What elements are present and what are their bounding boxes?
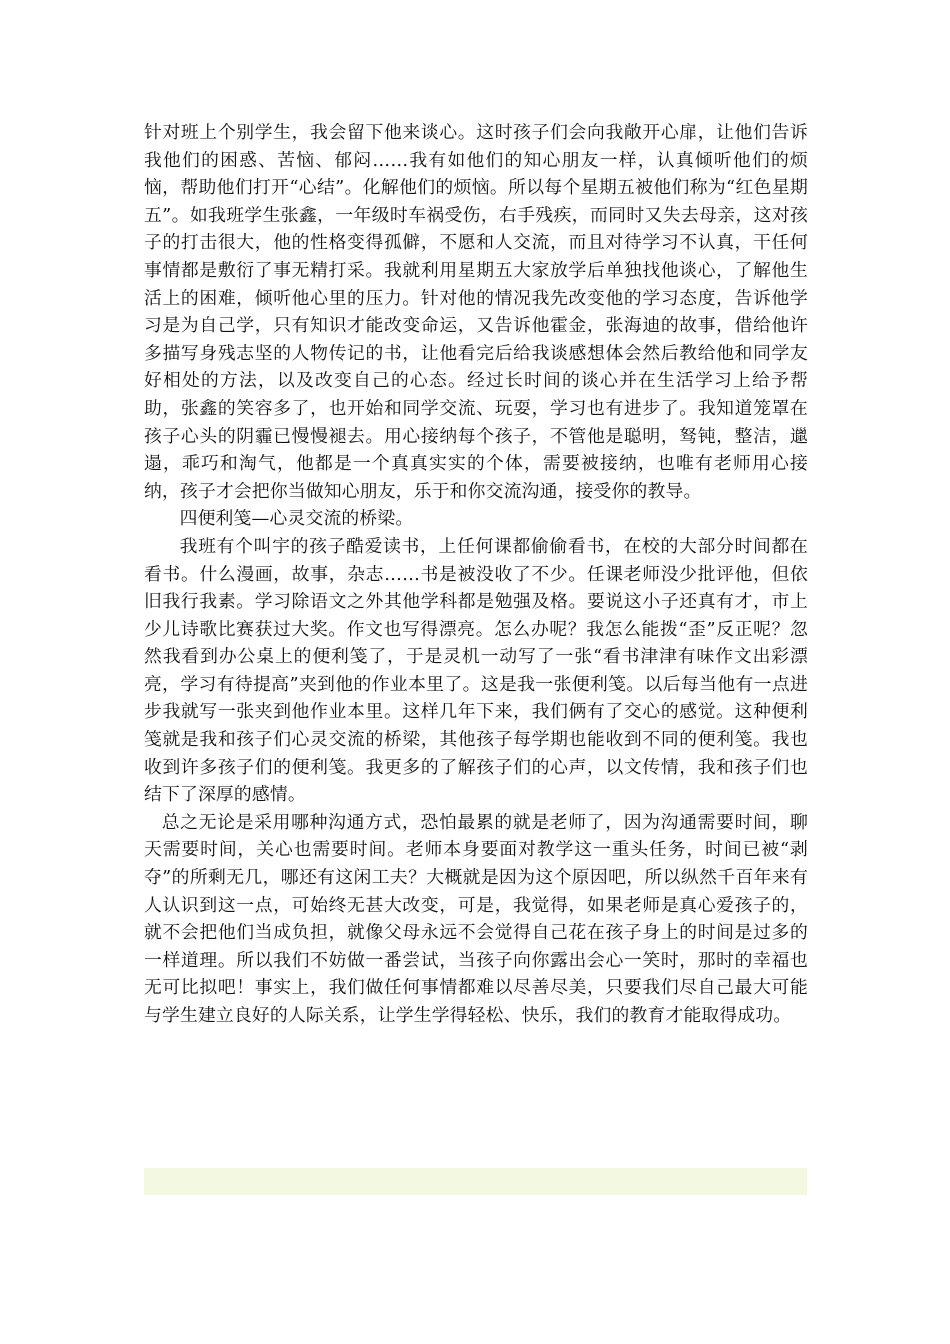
document-body [144, 119, 808, 1030]
paragraph-sticky-note-story: 我班有个叫宇的孩子酷爱读书，上任何课都偷偷看书，在校的大部分时间都在看书。什么漫画，故事，杂志……书是被没收了不少。任课老师没少批评他，但依旧我行我素。学习除语文之外其他学科都是勉强及格。要说这小子还真有才，市上少儿诗歌比赛获过大奖。作文也写得漂亮。怎么办呢？我怎么能拨“歪”反正呢？忽然我看到办公桌上的便利笺了，于是灵机一动写了一张“看书津津有味作文出彩漂亮，学习有待提高”夹到他的作业本里了。这是我一张便利笺。以后每当他有一点进步我就写一张夹到他作业本里。这样几年下来，我们俩有了交心的感觉。这种便利笺就是我和孩子们心灵交流的桥梁，其他孩子每学期也能收到不同的便利笺。我也收到许多孩子们的便利笺。我更多的了解孩子们的心声，以文传情，我和孩子们也结下了深厚的感情。 [144, 535, 808, 806]
paragraph-conclusion: 总之无论是采用哪种沟通方式，恐怕最累的就是老师了，因为沟通需要时间，聊 天需要时间，关心也需要时间。老师本身要面对教学这一重头任务，时间已被“剥夺”的所剩无几，哪还有这闲工夫？大概就是因为这个原因吧，所以纵然千百年来有人认识到这一点，可始终无甚大改变，可是，我觉得，如果老师是真心爱孩子的，就不会把他们当成负担，就像父母永远不会觉得自己花在孩子身上的时间是过多的一样道理。所以我们不妨做一番尝试，当孩子向你露出会心一笑时，那时的幸福也无可比拟吧！事实上，我们做任何事情都难以尽善尽美，只要我们尽自己最大可能与学生建立良好的人际关系，让学生学得轻松、快乐，我们的教育才能取得成功。 [144, 811, 808, 1026]
paragraph-student-talk: 针对班上个别学生，我会留下他来谈心。这时孩子们会向我敞开心扉，让他们告诉我他们的困惑、苦恼、郁闷……我有如他们的知心朋友一样，认真倾听他们的烦恼，帮助他们打开“心结”。化解他们的烦恼。所以每个星期五被他们称为“红色星期五”。如我班学生张鑫，一年级时车祸受伤，右手残疾，而同时又失去母亲，这对孩子的打击很大，他的性格变得孤僻，不愿和人交流，而且对待学习不认真，干任何事情都是敷衍了事无精打采。我就利用星期五大家放学后单独找他谈心，了解他生活上的困难，倾听他心里的压力。针对他的情况我先改变他的学习态度，告诉他学习是为自己学，只有知识才能改变命运，又告诉他霍金，张海迪的故事，借给他许多描写身残志坚的人物传记的书，让他看完后给我谈感想体会然后教给他和同学友好相处的方法，以及改变自己的心态。经过长时间的谈心并在生活学习上给予帮助，张鑫的笑容多了，也开始和同学交流、玩耍，学习也有进步了。我知道笼罩在孩子心头的阴霾已慢慢褪去。用心接纳每个孩子，不管他是聪明，驽钝，整洁，邋遢，乖巧和淘气，他都是一个真真实实的个体，需要被接纳，也唯有老师用心接纳，孩子才会把你当做知心朋友，乐于和你交流沟通，接受你的教导。 [144, 122, 808, 502]
footer-highlight-band [144, 1168, 807, 1195]
section-heading-sticky-note: 四便利笺—心灵交流的桥梁。 [179, 508, 414, 530]
